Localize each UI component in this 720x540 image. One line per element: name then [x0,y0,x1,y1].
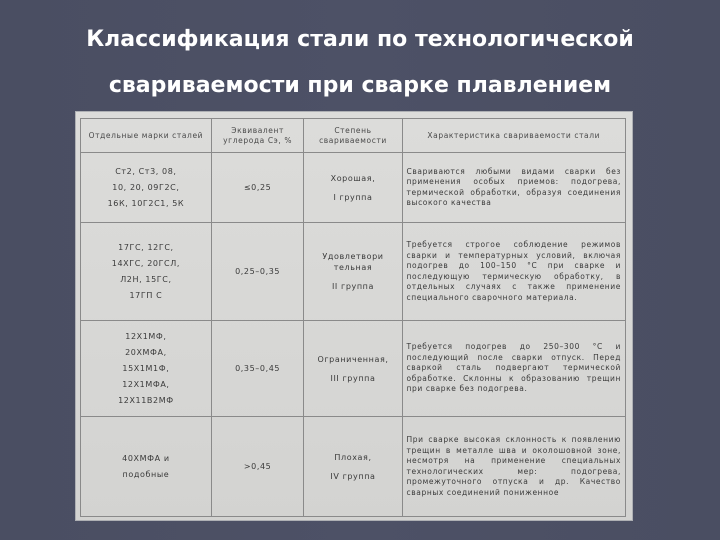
characteristics-cell: При сварке высокая склонность к появлению трещин в металле шва и околошовной зоне, несмотря на применение специальных технологических мер: подогрева, промежуточного отпуска и др. Качество сварных соединений пониженное [402,417,625,517]
grade-text: 12Х1МФА, [122,380,170,389]
grade-text: 17ГП С [129,291,163,300]
grade-text: 20ХМФА, [125,348,167,357]
grade-text: Л2Н, 15ГС, [120,275,172,284]
degree-text: Хорошая, [330,173,376,183]
slide-title-line-1: Классификация стали по технологической [86,27,634,52]
degree-text: Ограниченная, [317,354,389,364]
carbon-equivalent-cell: ≤0,25 [211,153,304,223]
weldability-degree-cell [304,153,402,223]
group-text: IV группа [330,471,376,481]
characteristics-cell: Требуется подогрев до 250–300 °С и последующий после сварки отпуск. Перед сваркой сталь подвергают термической обработке. Склонны к образованию трещин при сварке без подогрева. [402,321,625,417]
grade-text: 15Х1М1Ф, [122,364,170,373]
header-characteristics: Характеристика свариваемости стали [402,119,625,153]
header-weldability-degree: Степень свариваемости [304,119,402,153]
grade-text: 16К, 10Г2С1, 5К [107,199,185,208]
degree-text: Плохая, [334,452,372,462]
degree-text: Удовлетвори тельная [322,252,384,272]
grade-text: Ст2, Ст3, 08, [115,167,177,176]
grades-cell [81,417,212,517]
group-text: II группа [331,282,374,291]
carbon-equivalent-cell: 0,25–0,35 [211,223,304,321]
weldability-degree-cell [304,321,402,417]
table-row [81,321,626,417]
header-grades: Отдельные марки сталей [81,119,212,153]
table-row [81,153,626,223]
table-header-row [81,119,626,153]
table-row [81,223,626,321]
grade-text: 12Х1МФ, [125,332,167,341]
grade-text: 17ГС, 12ГС, [118,243,174,252]
grades-cell [81,223,212,321]
grades-cell [81,321,212,417]
group-text: III группа [330,373,376,383]
header-carbon-equivalent: Эквивалент углерода Сэ, % [211,119,304,153]
characteristics-cell: Свариваются любыми видами сварки без применения особых приемов: подогрева, термической обработки, образуя соединения высокого качества [402,153,625,223]
grade-text: подобные [122,470,170,479]
grade-text: 12Х11В2МФ [118,396,174,405]
group-text: I группа [333,192,373,202]
grade-text: 10, 20, 09Г2С, [112,183,180,192]
weldability-degree-cell [304,417,402,517]
slide-title-line-2: свариваемости при сварке плавлением [108,73,612,98]
grade-text: 40ХМФА и [122,454,170,463]
carbon-equivalent-cell: 0,35–0,45 [211,321,304,417]
steel-weldability-table [80,118,626,517]
scanned-table-image [76,112,632,520]
grades-cell [81,153,212,223]
weldability-degree-cell [304,223,402,321]
grade-text: 14ХГС, 20ГСЛ, [111,259,180,268]
characteristics-cell: Требуется строгое соблюдение режимов сварки и температурных условий, включая подогрев до 100–150 °С при сварке и последующую термическую обработку, в отдельных случаях с также применение специального сварочного материала. [402,223,625,321]
carbon-equivalent-cell: >0,45 [211,417,304,517]
table-row [81,417,626,517]
